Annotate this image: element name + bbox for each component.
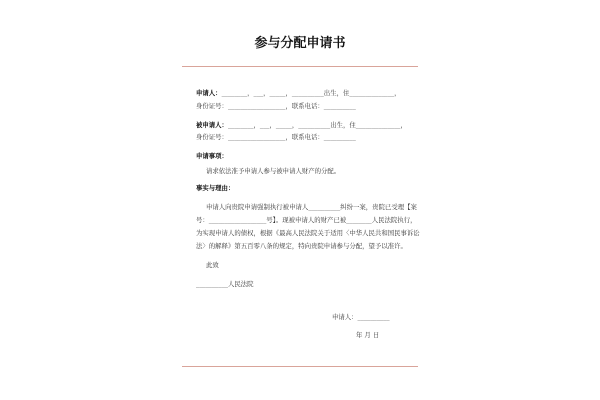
document-title: 参与分配申请书 <box>254 36 346 51</box>
facts-line-3: 为实现申请人的债权，根据《最高人民法院关于适用〈中华人民共和国民事诉讼 <box>196 229 420 237</box>
signature-date: 年 月 日 <box>356 331 380 339</box>
applicant-signature: 申请人：__________ <box>332 313 390 321</box>
salutation: 此致 <box>206 261 219 269</box>
respondent-id-line: 身份证号：__________________，联系电话：__________ <box>196 133 356 141</box>
facts-heading: 事实与理由： <box>196 184 235 192</box>
respondent-line-1 <box>196 121 407 130</box>
applicant-label: 申请人： <box>196 89 222 97</box>
court-name: __________人民法院 <box>196 280 254 288</box>
facts-line-2: 号：__________________号】。现被申请人的财产已被________人民法院执行， <box>196 216 417 224</box>
facts-line-1: 申请人向贵院申请强制执行被申请人__________纠纷一案，贵院已受理【案 <box>206 203 417 211</box>
request-body: 请求依法准予申请人参与被申请人财产的分配。 <box>206 167 341 175</box>
bottom-divider <box>182 366 418 367</box>
respondent-label: 被申请人： <box>196 121 228 129</box>
facts-line-4: 法〉的解释》第五百零八条的规定，特向贵院申请参与分配，望予以准许。 <box>196 242 407 250</box>
applicant-id-line: 身份证号：__________________，联系电话：__________ <box>196 102 356 110</box>
top-divider <box>182 66 418 67</box>
request-heading: 申请事项： <box>196 152 228 160</box>
respondent-info: ________，___，_____，__________出生，住______________， <box>227 121 407 129</box>
applicant-info: ________，___，_____，__________出生，住______________， <box>221 89 401 97</box>
applicant-line-1 <box>196 89 401 98</box>
